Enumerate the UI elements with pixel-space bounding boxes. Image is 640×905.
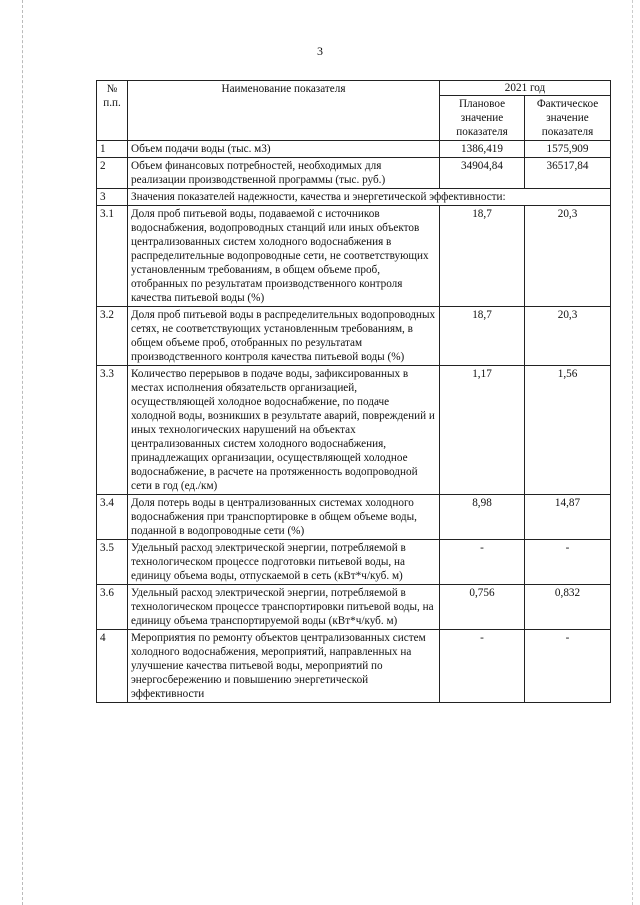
page-number: 3 <box>317 44 323 58</box>
indicators-table <box>96 80 611 703</box>
row-planned: 8,98 <box>440 495 525 540</box>
row-actual: 20,3 <box>525 206 611 307</box>
row-num: 3 <box>97 189 128 206</box>
table-row <box>97 206 611 307</box>
row-name: Удельный расход электрической энергии, потребляемой в технологическом процессе подготовки питьевой воды, на единицу объема воды, отпускаемой в сеть (кВт*ч/куб. м) <box>128 540 440 585</box>
row-planned: 18,7 <box>440 307 525 366</box>
row-name: Объем финансовых потребностей, необходимых для реализации производственной программы (тыс. руб.) <box>128 158 440 189</box>
table-row <box>97 189 611 206</box>
row-name: Количество перерывов в подаче воды, зафиксированных в местах исполнения обязательств организацией, осуществляющей холодное водоснабжение, по подаче холодной воды, возникших в результате аварий, повреждений и иных технологических нарушений на объектах централизованных систем холодного водоснабжения, принадлежащих организации, осуществляющей холодное водоснабжение, в расчете на протяженность водопроводной сети в год (ед./км) <box>128 366 440 495</box>
row-actual: 1,56 <box>525 366 611 495</box>
row-actual: - <box>525 540 611 585</box>
header-actual: Фактическое значение показателя <box>525 96 611 141</box>
row-num: 3.4 <box>97 495 128 540</box>
row-planned: 0,756 <box>440 585 525 630</box>
row-planned: 1386,419 <box>440 141 525 158</box>
header-planned: Плановое значение показателя <box>440 96 525 141</box>
row-name: Мероприятия по ремонту объектов централизованных систем холодного водоснабжения, мероприятий, направленных на улучшение качества питьевой воды, мероприятий по энергосбережению и повышению энергетической эффективности <box>128 630 440 703</box>
header-name: Наименование показателя <box>128 81 440 141</box>
header-num: № п.п. <box>97 81 128 141</box>
row-planned: - <box>440 540 525 585</box>
row-actual: 1575,909 <box>525 141 611 158</box>
row-name: Доля проб питьевой воды, подаваемой с источников водоснабжения, водопроводных станций или иных объектов централизованных систем холодного водоснабжения в распределительные водопроводные сети, не соответствующих установленным требованиям, в общем объеме проб, отобранных по результатам производственного контроля качества питьевой воды (%) <box>128 206 440 307</box>
row-actual: 14,87 <box>525 495 611 540</box>
row-num: 4 <box>97 630 128 703</box>
row-name: Доля проб питьевой воды в распределительных водопроводных сетях, не соответствующих установленным требованиям, в общем объеме проб, отобранных по результатам производственного контроля качества питьевой воды (%) <box>128 307 440 366</box>
row-num: 2 <box>97 158 128 189</box>
row-num: 3.3 <box>97 366 128 495</box>
row-num: 3.6 <box>97 585 128 630</box>
row-actual: 36517,84 <box>525 158 611 189</box>
table-row <box>97 630 611 703</box>
table-row <box>97 366 611 495</box>
row-planned: 1,17 <box>440 366 525 495</box>
row-name: Доля потерь воды в централизованных системах холодного водоснабжения при транспортировке в общем объеме воды, поданной в водопроводные сети (%) <box>128 495 440 540</box>
row-num: 3.2 <box>97 307 128 366</box>
table-row <box>97 307 611 366</box>
section-title: Значения показателей надежности, качества и энергетической эффективности: <box>128 189 611 206</box>
row-num: 3.5 <box>97 540 128 585</box>
row-num: 3.1 <box>97 206 128 307</box>
row-actual: - <box>525 630 611 703</box>
row-planned: 18,7 <box>440 206 525 307</box>
row-name: Объем подачи воды (тыс. м3) <box>128 141 440 158</box>
table-row <box>97 585 611 630</box>
header-year: 2021 год <box>440 81 611 96</box>
row-name: Удельный расход электрической энергии, потребляемой в технологическом процессе транспортировки питьевой воды, на единицу объема транспортируемой воды (кВт*ч/куб. м) <box>128 585 440 630</box>
table-row <box>97 540 611 585</box>
table-row <box>97 158 611 189</box>
row-actual: 0,832 <box>525 585 611 630</box>
row-num: 1 <box>97 141 128 158</box>
table-row <box>97 495 611 540</box>
row-actual: 20,3 <box>525 307 611 366</box>
right-margin-scan-line <box>632 0 634 905</box>
row-planned: 34904,84 <box>440 158 525 189</box>
row-planned: - <box>440 630 525 703</box>
left-margin-scan-line <box>22 0 24 905</box>
table-row <box>97 141 611 158</box>
